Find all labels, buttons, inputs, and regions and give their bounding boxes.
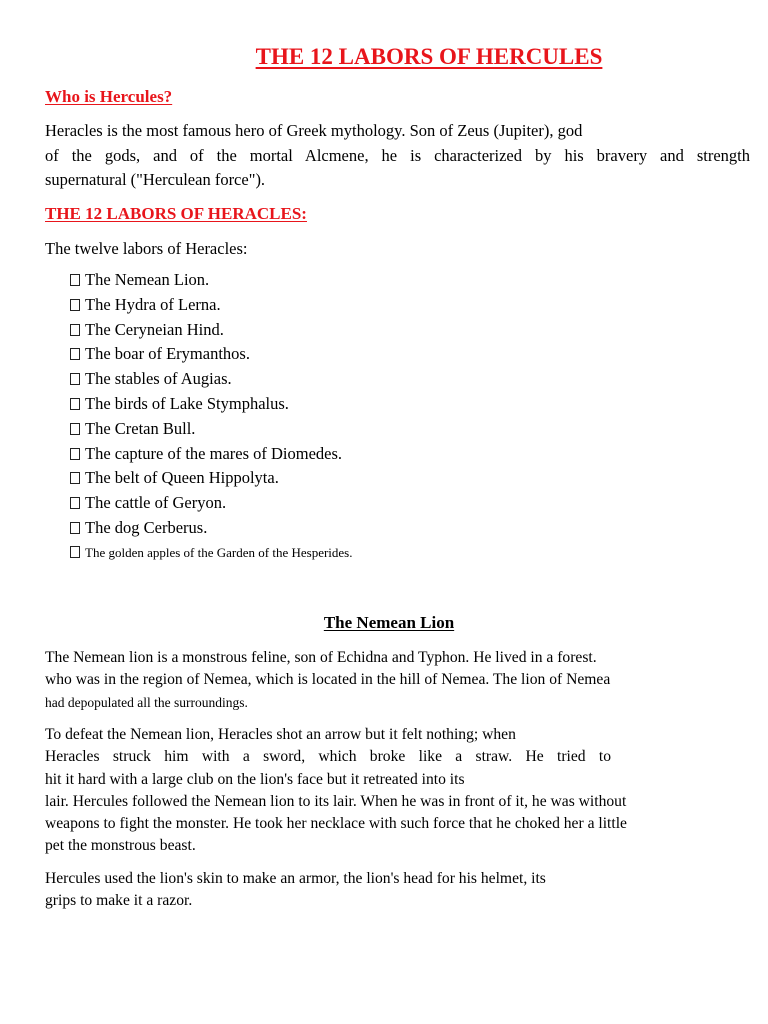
page-title: THE 12 LABORS OF HERCULES [255, 44, 603, 69]
paragraph-line: grips to make it a razor. [45, 892, 193, 910]
list-item-label: The boar of Erymanthos. [85, 344, 250, 364]
labors-list [70, 268, 353, 566]
bullet-box-icon [70, 348, 80, 360]
bullet-box-icon [70, 373, 80, 385]
list-item-label: The Cretan Bull. [85, 418, 196, 438]
who-line: supernatural ("Herculean force"). [45, 170, 266, 189]
list-item-label: The cattle of Geryon. [85, 493, 227, 513]
bullet-box-icon [70, 423, 80, 435]
bullet-box-icon [70, 274, 80, 286]
list-item-label: The belt of Queen Hippolyta. [85, 468, 279, 488]
list-item [70, 342, 353, 367]
list-item [70, 442, 353, 467]
nemean-paragraph-3 [45, 868, 750, 913]
bullet-box-icon [70, 497, 80, 509]
bullet-box-icon [70, 448, 80, 460]
paragraph-line: pet the monstrous beast. [45, 837, 196, 855]
paragraph-line: hit it hard with a large club on the lion's face but it retreated into its [45, 770, 465, 788]
bullet-box-icon [70, 546, 80, 558]
bullet-box-icon [70, 324, 80, 336]
list-item-label: The Nemean Lion. [85, 270, 210, 289]
labors-intro: The twelve labors of Heracles: [45, 239, 248, 258]
paragraph-line: had depopulated all the surroundings. [45, 694, 248, 710]
list-item-label: The Hydra of Lerna. [85, 294, 221, 314]
list-item [70, 318, 353, 343]
who-line: of the gods, and of the mortal Alcmene, he is characterized by his bravery and strength [45, 145, 750, 165]
paragraph-line: who was in the region of Nemea, which is located in the hill of Nemea. The lion of Nemea [45, 671, 611, 689]
list-item-label: The Ceryneian Hind. [85, 319, 224, 339]
list-item [70, 491, 353, 516]
list-item [70, 466, 353, 491]
list-item [70, 293, 353, 318]
paragraph-line: The Nemean lion is a monstrous feline, son of Echidna and Typhon. He lived in a forest. [45, 649, 597, 666]
list-item [70, 268, 353, 293]
bullet-box-icon [70, 472, 80, 484]
list-item [70, 367, 353, 392]
title-wrap [0, 44, 768, 70]
list-item-label: The birds of Lake Stymphalus. [85, 393, 289, 413]
nemean-paragraph-2 [45, 724, 750, 858]
bullet-box-icon [70, 299, 80, 311]
nemean-paragraph-1 [45, 647, 750, 714]
paragraph-line: weapons to fight the monster. He took her necklace with such force that he choked her a little [45, 815, 627, 833]
list-item-label: The golden apples of the Garden of the Hesperides. [85, 544, 353, 560]
who-line: Heracles is the most famous hero of Greek mythology. Son of Zeus (Jupiter), god [45, 121, 583, 140]
list-item [70, 516, 353, 541]
list-item-label: The dog Cerberus. [85, 517, 208, 537]
list-item [70, 392, 353, 417]
paragraph-line: lair. Hercules followed the Nemean lion to its lair. When he was in front of it, he was without [45, 792, 627, 810]
labors-heading: THE 12 LABORS OF HERACLES: [45, 204, 307, 223]
list-item [70, 417, 353, 442]
bullet-box-icon [70, 398, 80, 410]
list-item-label: The capture of the mares of Diomedes. [85, 443, 343, 463]
paragraph-line: Heracles struck him with a sword, which broke like a straw. He tried to [45, 748, 611, 766]
list-item-label: The stables of Augias. [85, 369, 232, 389]
nemean-heading: The Nemean Lion [323, 613, 455, 632]
list-item [70, 541, 353, 566]
paragraph-line: To defeat the Nemean lion, Heracles shot an arrow but it felt nothing; when [45, 726, 516, 743]
paragraph-line: Hercules used the lion's skin to make an armor, the lion's head for his helmet, its [45, 870, 546, 887]
who-paragraph [45, 119, 750, 193]
who-heading: Who is Hercules? [45, 87, 173, 106]
bullet-box-icon [70, 522, 80, 534]
